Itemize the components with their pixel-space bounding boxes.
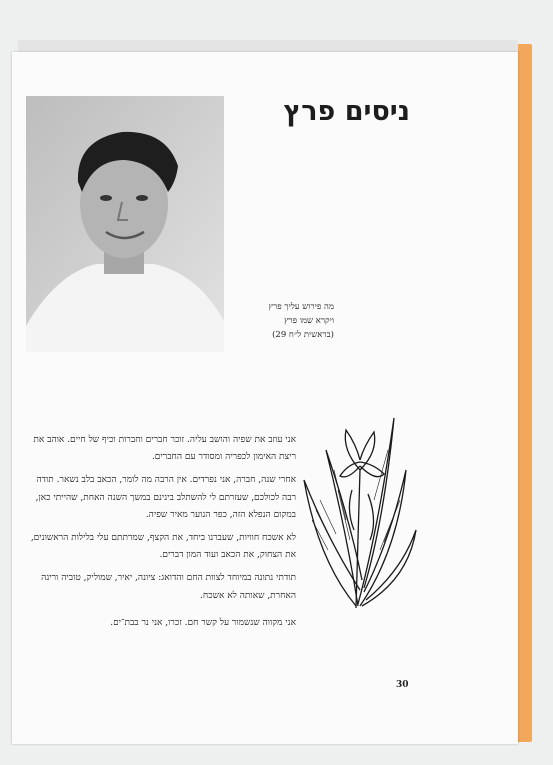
paragraph: אני עוזב את שפיה והושב עליה. זוכר חברים וחברות וכיף של חיים. אוהב את ריצת האימון לכפריה ומסודר עם החברים.: [33, 435, 296, 463]
paragraph: לא אשכח חוויות, שעברנו ביחד, את הקצף, שמרתתם עלי בלילות הראשונים, את הצחוק, את הכאב ועוד המון דברים.: [30, 533, 296, 561]
iris-flower-illustration: [298, 410, 418, 610]
paragraph: אחרי שנה, חברה, אני נפרדים. אין הרבה מה לומר, הכאב בלב נשאר. תודה רבה לכולכם, שעזרתם לי להשתלב בינינם במשך השנה האחת, שהייתי כאן, במקום הנפלא הזה, כפר הנוער מאיר שפיה.: [35, 475, 296, 520]
caption-line: מה פירוש עליך פרץ: [268, 302, 334, 312]
portrait-image: [26, 96, 224, 352]
yearbook-page: [12, 52, 518, 744]
paragraph: תודתי נתונה במיוחד לצוות החם והדואג: ציונה, יאיר, שמוליק, טוביה ורינה האחרת, שאותה לא אשכח.: [41, 573, 296, 601]
paragraph: אני מקווה שנשמור על קשר חם. זכרו, אני נר בבת־ים.: [110, 617, 296, 628]
portrait-photo: [26, 96, 224, 352]
caption-line: ויקרא שמו פרץ: [284, 316, 334, 326]
caption-line: (בראשית ל״ח 29): [272, 330, 334, 340]
page-number: 30: [396, 680, 409, 690]
farewell-text: [20, 432, 296, 638]
biblical-verse-caption: [234, 300, 334, 350]
student-name-title: ניסים פרץ: [283, 96, 410, 127]
